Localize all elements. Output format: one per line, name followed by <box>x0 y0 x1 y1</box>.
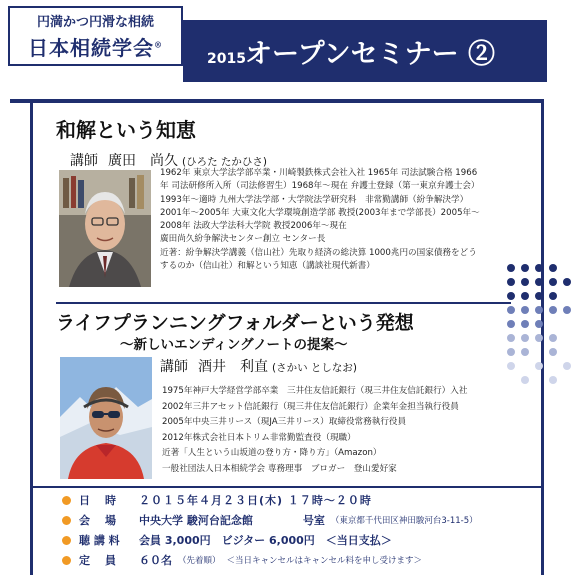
info-venue-room: 号室 <box>302 514 325 527</box>
info-cancellation-note: ＜当日キャンセルはキャンセル料を申し受けます＞ <box>226 556 423 566</box>
bio-line: 近著：紛争解決学講義（信山社）先取り経済の総決算 1000兆円の国家債務をどう <box>160 247 477 258</box>
info-divider <box>33 486 541 488</box>
info-capacity-value: ６０名 <box>139 554 172 567</box>
seminar1-title: 和解という知恵 <box>56 118 196 142</box>
bio-line: 2005年中央三井リース（現JA三井リース）取締役常務執行役員 <box>162 417 407 427</box>
bio-line: 1975年神戸大学経営学部卒業 三井住友信託銀行（現三井住友信託銀行）入社 <box>162 386 468 396</box>
bio-line: するのか（信山社）和解という知恵（講談社現代新書） <box>160 261 375 272</box>
organization-logo <box>8 6 183 66</box>
header-title: オープンセミナー ② <box>245 39 495 70</box>
bio-line: 廣田尚久紛争解決センター創立 センター長 <box>160 234 326 245</box>
logo-tagline: 円満かつ円滑な相続 <box>36 15 154 30</box>
bio-line: 一般社団法人日本相続学会 専務理事 ブロガー 登山愛好家 <box>162 463 397 474</box>
info-date-value: ２０１５年４月２３日(木) １７時～２０時 <box>139 494 372 507</box>
info-capacity-note: （先着順） <box>178 556 221 566</box>
bio-line: 2012年株式会社日本トリム非常勤監査役（現職） <box>162 432 356 443</box>
info-venue-label: 会 場 <box>79 514 118 527</box>
seminar1-lecturer-photo <box>59 170 151 287</box>
info-date-label: 日 時 <box>79 494 118 507</box>
seminar2-subtitle: 〜新しいエンディングノートの提案〜 <box>120 337 348 353</box>
bullet-icon <box>62 556 71 565</box>
header-year: 2015 <box>207 51 246 67</box>
header-banner <box>183 20 547 82</box>
lecturer-reading: (ひろた たかひさ) <box>182 156 268 168</box>
section-divider <box>56 302 511 304</box>
bullet-icon <box>62 496 71 505</box>
bio-line: 1993年〜適時 九州大学法学部・大学院法学研究科 非常勤講師（紛争解決学） <box>160 194 469 205</box>
info-venue-row <box>62 512 478 528</box>
decorative-dot-pattern <box>505 262 577 392</box>
info-date-row <box>62 492 372 508</box>
frame-left-line <box>30 103 33 575</box>
bio-line: 2008年 法政大学法科大学院 教授2006年〜現在 <box>160 221 347 232</box>
info-venue-address: （東京都千代田区神田駿河台3-11-5） <box>330 516 478 526</box>
seminar2-lecturer <box>160 356 357 376</box>
info-fee-row <box>62 532 392 548</box>
seminar1-bio <box>160 167 480 273</box>
frame-top-line <box>10 99 544 103</box>
info-venue-value: 中央大学 駿河台記念館 <box>139 514 253 527</box>
info-fee-label: 聴 講 料 <box>79 534 120 547</box>
bio-line: 1962年 東京大学法学部卒業・川崎製鉄株式会社入社 1965年 司法試験合格 1966 <box>160 168 478 178</box>
bio-line: 近著「人生という山坂道の登り方・降り方」（Amazon） <box>162 448 382 458</box>
bullet-icon <box>62 516 71 525</box>
lecturer-name: 廣田 尚久 <box>108 153 178 169</box>
logo-name-text: 日本相続学会 <box>28 36 154 60</box>
lecturer-role: 講師 <box>70 153 98 169</box>
registered-mark: ® <box>154 39 163 50</box>
lecturer-name: 酒井 利直 <box>198 359 268 375</box>
lecturer-role: 講師 <box>160 359 188 375</box>
bio-line: 2001年〜2005年 大東文化大学環境創造学部 教授(2003年まで学部長）2005年〜 <box>160 207 480 218</box>
bio-line: 2002年三井アセット信託銀行（現三井住友信託銀行）企業年金担当執行役員 <box>162 401 459 412</box>
seminar2-title: ライフプランニングフォルダーという発想 <box>56 312 414 334</box>
info-capacity-label: 定 員 <box>79 554 118 567</box>
bio-line: 年 司法研修所入所（司法修習生）1968年〜現在 弁護士登録（第一東京弁護士会） <box>160 181 480 192</box>
seminar2-lecturer-photo <box>60 357 152 479</box>
lecturer-reading: (さかい としなお) <box>272 362 358 374</box>
seminar2-bio <box>162 384 467 477</box>
info-capacity-row <box>62 552 422 568</box>
bullet-icon <box>62 536 71 545</box>
logo-name <box>10 32 181 61</box>
info-fee-value: 会員 3,000円 ビジター 6,000円 ＜当日支払＞ <box>139 534 392 547</box>
